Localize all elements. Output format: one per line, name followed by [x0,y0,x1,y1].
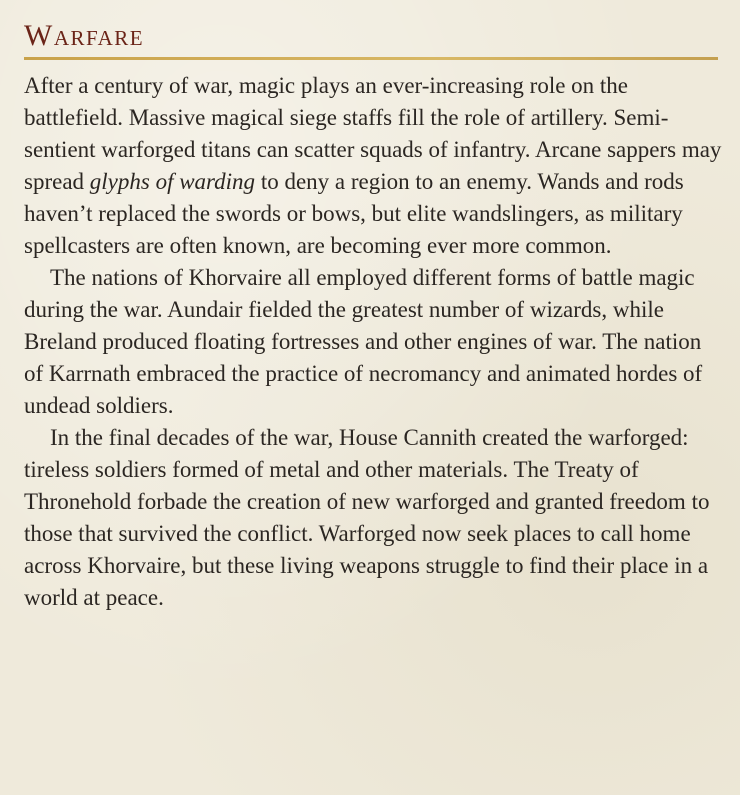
heading-rule [24,57,718,60]
section-body [24,70,724,614]
paragraph-3: In the final decades of the war, House Cannith created the warforged: tireless soldiers formed of metal and other materials. The Treaty of Thronehold forbade the creation of new warforged and granted freedom to those that survived the conflict. Warforged now seek places to call home across Khorvaire, but these living weapons struggle to find their place in a world at peace. [24,425,710,610]
paragraph-1-text-a: After a century of war, magic plays an ever-increasing role on the battlefield. Massive magical siege staffs fill the role of artillery. Semi-sentient warforged titans can scatter squads of infantry. Arcane sappers may spread [24,73,722,194]
section-heading: Warfare [24,19,145,52]
paragraph-1-spell-name: glyphs of warding [89,169,256,194]
paragraph-2: The nations of Khorvaire all employed different forms of battle magic during the war. Aundair fielded the greatest number of wizards, while Breland produced floating fortresses and other engines of war. The nation of Karrnath embraced the practice of necromancy and animated hordes of undead soldiers. [24,265,703,418]
paragraph-1-text-b: to deny a region to an enemy. Wands and rods haven’t replaced the swords or bows, but elite wandslingers, as military spellcasters are often known, are becoming ever more common. [24,169,684,258]
paragraph-1 [24,70,724,262]
